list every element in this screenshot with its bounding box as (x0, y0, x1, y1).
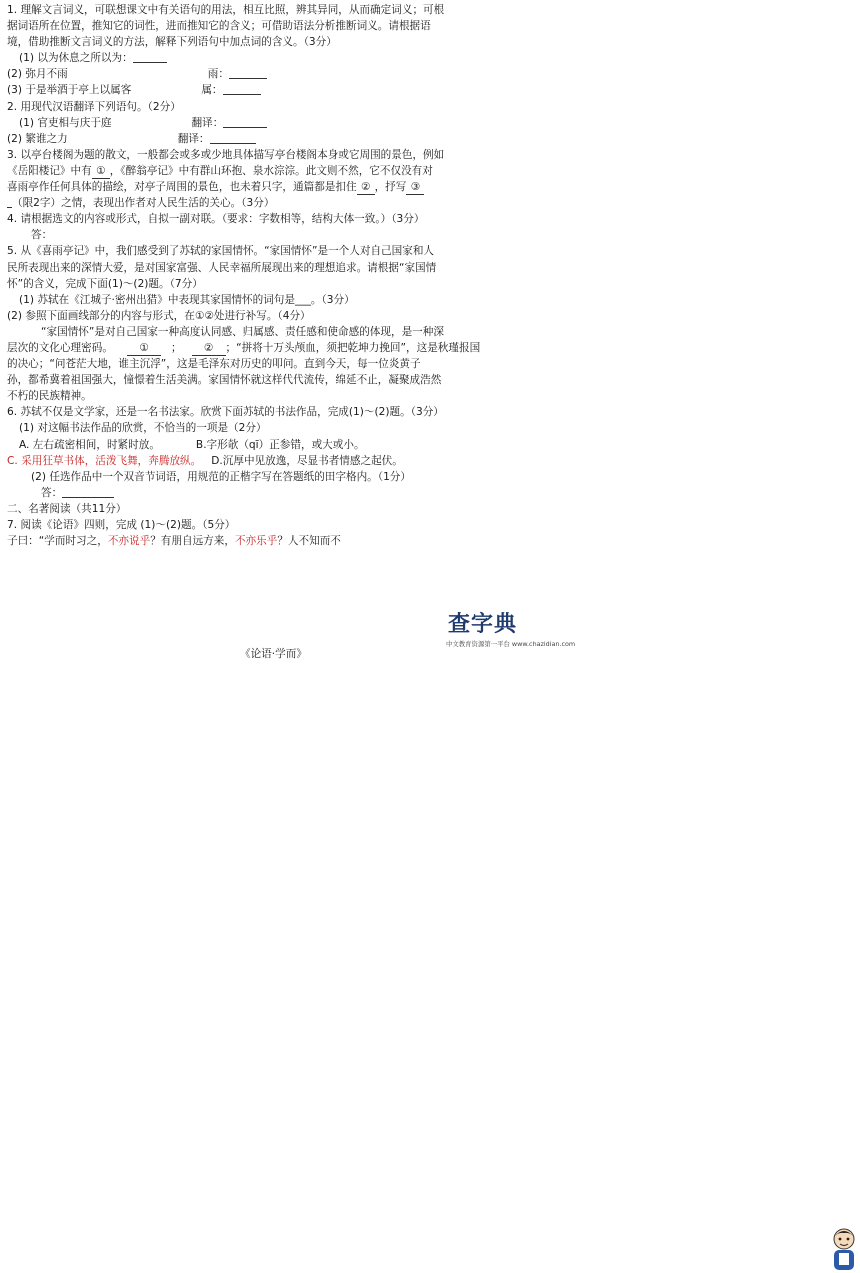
q5-para-line4: 孙，都希冀着祖国强大，憧憬着生活美满。家国情怀就这样代代流传，绵延不止，凝聚成浩然 (7, 374, 442, 387)
logo-url: 中文教育资源第一平台 www.chazidian.com (446, 640, 576, 648)
section-2-title: 二、名著阅读（共11分） (7, 502, 127, 515)
q5-sub1: (1) 苏轼在《江城子·密州出猎》中表现其家国情怀的词句是___。（3分） (19, 293, 355, 306)
option-c: C. 采用狂草书体，活泼飞舞，奔腾放纵。 (7, 454, 202, 467)
q1-stem-line1: 1. 理解文言词义，可联想课文中有关语句的用法，相互比照，辨其异同，从而确定词义；可根 (7, 4, 445, 16)
q1-item2: (2) 弥月不雨 雨： (7, 66, 522, 82)
blank-marker-3: ③ (406, 181, 424, 195)
q7-text-line1: 子曰：“学而时习之，不亦说乎？有朋自远方来，不亦乐乎？人不知而不 (7, 535, 341, 548)
answer-blank (223, 83, 261, 95)
q5-sub2: (2) 参照下面画线部分的内容与形式，在①②处进行补写。（4分） (7, 309, 311, 322)
q5-para-line5: 不朽的民族精神。 (7, 390, 92, 403)
logo-wordmark: 查字典 (448, 612, 518, 637)
q5-line3: 怀”的含义，完成下面(1)～(2)题。（7分） (7, 277, 203, 290)
blank-marker-1: ① (127, 342, 161, 356)
q5-line2: 民所表现出来的深情大爱，是对国家富强、人民幸福所展现出来的理想追求。请根据“家国情 (7, 261, 437, 274)
q4-answer: 答： (31, 229, 53, 242)
q1-stem-line3: 境，借助推断文言词义的方法，解释下列语句中加点词的含义。（3分） (7, 36, 337, 49)
q6-options-cd (7, 453, 522, 469)
q6-answer: 答： (7, 485, 522, 501)
q1-item3: (3) 于是举酒于亭上以属客 属： (7, 82, 522, 98)
answer-blank (229, 67, 267, 79)
exam-page (0, 0, 576, 664)
q2-item1: (1) 官吏相与庆于庭 翻译： (7, 115, 522, 131)
answer-blank (133, 51, 167, 63)
q1-stem-line2: 据词语所在位置，推知它的词性，进而推知它的含义；可借助语法分析推断词义。请根据语 (7, 20, 431, 33)
blank-marker-2: ② (192, 342, 226, 356)
q3-line4: （限2字）之情，表现出作者对人民生活的关心。（3分） (7, 195, 522, 211)
q6-sub2: (2) 任选作品中一个双音节词语，用规范的正楷字写在答题纸的田字格内。（1分） (31, 470, 411, 483)
q2-stem: 2. 用现代汉语翻译下列语句。（2分） (7, 100, 181, 113)
q5-para-line1: “家国情怀”是对自己国家一种高度认同感、归属感、责任感和使命感的体现，是一种深 (41, 325, 444, 338)
q6-sub1: (1) 对这幅书法作品的欣赏，不恰当的一项是（2分） (19, 422, 267, 435)
q3-line3: 喜雨亭作任何具体的描绘，对亭子周围的景色，也未着只字，通篇都是扣住 ② ，抒写 ③ (7, 179, 522, 195)
q6-line1: 6. 苏轼不仅是文学家，还是一名书法家。欣赏下面苏轼的书法作品，完成(1)～(2)题。（3分） (7, 406, 444, 419)
answer-blank (223, 116, 267, 128)
q2-item2: (2) 繁谁之力 翻译： (7, 131, 522, 147)
blank-marker-2: ② (357, 181, 375, 195)
blank-marker-1: ① (92, 165, 110, 179)
q5-para-line3: 的决心；“问苍茫大地，谁主沉浮”，这是毛泽东对历史的叩问。直到今天，每一位炎黄子 (7, 358, 421, 371)
mascot-icon (828, 1227, 860, 1273)
q3-line2: 《岳阳楼记》中有 ① ，《醉翁亭记》中有群山环抱、泉水淙淙。此文则不然，它不仅没有对 (7, 164, 433, 177)
q6-options-ab (7, 437, 522, 453)
option-a: A. 左右疏密相间，时紧时放。 (19, 438, 160, 451)
q5-para-line2: 层次的文化心理密码。 ① ； ② ；“拼将十万头颅血，须把乾坤力挽回”，这是秋瑾报国 (7, 341, 481, 354)
option-d: D.沉厚中见放逸，尽显书者情感之起伏。 (211, 454, 403, 467)
answer-blank (62, 486, 114, 498)
source-citation: 《论语·学而》 (240, 648, 307, 660)
q7-stem: 7. 阅读《论语》四则，完成 (1)～(2)题。（5分） (7, 519, 236, 531)
option-b: B.字形欹（qī）正参错，或大或小。 (195, 438, 365, 451)
q4-stem: 4. 请根据选文的内容或形式，自拟一副对联。（要求：字数相等，结构大体一致。）（3分） (7, 213, 425, 226)
q5-line1: 5. 从《喜雨亭记》中，我们感受到了苏轼的家国情怀。“家国情怀”是一个人对自己国家和人 (7, 245, 435, 258)
answer-blank (210, 132, 256, 144)
q3-line1: 3. 以亭台楼阁为题的散文，一般都会或多或少地具体描写亭台楼阁本身或它周围的景色，例如 (7, 148, 445, 161)
q1-item1: (1) 以为休息之所以为： (7, 50, 522, 66)
